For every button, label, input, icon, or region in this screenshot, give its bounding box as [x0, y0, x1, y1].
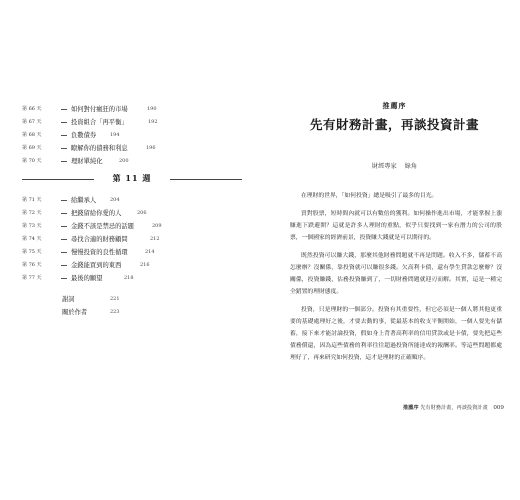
- toc-day-number: 第 75 天: [22, 249, 42, 255]
- toc-day-number: 第 67 天: [22, 119, 42, 125]
- toc-day-number: 第 70 天: [22, 158, 42, 164]
- toc-page-number: 206: [137, 210, 147, 216]
- toc-entry: [22, 129, 242, 142]
- page-number: 009: [493, 405, 504, 411]
- toc-entry: [22, 142, 242, 155]
- toc-dash: [61, 135, 67, 136]
- preface-author: 財經專家 綠角: [371, 163, 418, 170]
- contents-page: [22, 0, 242, 500]
- toc-dash: [61, 148, 67, 149]
- toc-dash: [61, 122, 67, 123]
- toc-entry-title: 如何對付瘋狂的市場: [71, 106, 128, 113]
- toc-day-number: 第 71 天: [22, 197, 42, 203]
- preface-title: 先有財務計畫，再談投資計畫: [309, 117, 479, 132]
- toc-day-number: 第 72 天: [22, 210, 42, 216]
- footer-label: 推薦序: [402, 405, 419, 411]
- toc-entry-title: 瞭解你的債務和利息: [71, 145, 128, 152]
- toc-entry: [22, 272, 242, 285]
- toc-entry-title: 理財單純化: [71, 158, 103, 165]
- toc-list-week-11: [22, 194, 242, 285]
- toc-entry: [22, 233, 242, 246]
- week-title: 第 11 週: [112, 173, 152, 183]
- toc-entry: [22, 220, 242, 233]
- toc-entry-title: 慢慢投資的良性循環: [71, 249, 128, 256]
- toc-dash: [61, 161, 67, 162]
- section-label: 推薦序: [382, 101, 407, 110]
- preface-body: [290, 190, 502, 370]
- back-matter-entry: [62, 306, 212, 319]
- footer-title: 先有財務計畫，再談投資計畫: [420, 405, 488, 411]
- toc-dash: [61, 109, 67, 110]
- back-matter-page: 221: [110, 296, 120, 302]
- toc-day-number: 第 68 天: [22, 132, 42, 138]
- toc-entry-title: 投資組合「再平衡」: [71, 119, 128, 126]
- toc-page-number: 214: [145, 249, 155, 255]
- toc-entry-title: 尋找合適的財務顧問: [71, 236, 128, 243]
- toc-day-number: 第 73 天: [22, 223, 42, 229]
- toc-page-number: 196: [146, 145, 156, 151]
- paragraph: 投資，只是理財的一個部分。投資有其重要性，但它必須是一個人將其他更重要的基礎處理好之後，才要去動的事，從最基本的收支平衡開始，一個人要先有儲蓄，接下來才能討論投資，假如身上背著高利率的信用貸款或是卡債，要先把這些債務償還，因為這些債務的利率往往超過投資所能達成的報酬率。等這些問題都處理好了，再來研究如何投資，這才是理財的正確順序。: [290, 307, 502, 361]
- toc-entry: [22, 246, 242, 259]
- divider-right: [170, 179, 242, 180]
- toc-entry: [22, 116, 242, 129]
- toc-entry-title: 給繼承人: [71, 197, 97, 204]
- toc-page-number: 200: [119, 158, 129, 164]
- toc-entry: [22, 103, 242, 116]
- toc-dash: [61, 226, 67, 227]
- toc-entry: [22, 194, 242, 207]
- week-header: [22, 173, 242, 185]
- toc-entry-title: 把錢留給你愛的人: [71, 210, 122, 217]
- toc-page-number: 190: [147, 106, 157, 112]
- toc-dash: [61, 239, 67, 240]
- paragraph: 既然投資可以賺大錢，那麼其他財務問題就不再是問題。收入不多，儲蓄不高怎麼辦？沒關係，靠投資就可以賺很多錢。欠高利卡債，還有學生貸款怎麼辦？沒關係，投資賺錢，估務投資賺到了，一切財務問題就迎刃而解。其實，這是一種完全錯置的理財態度。: [290, 253, 502, 295]
- toc-list: [22, 103, 242, 168]
- preface-page: [282, 0, 507, 500]
- page-footer: [282, 404, 504, 411]
- back-matter-title: 謝詞: [62, 296, 75, 303]
- toc-dash: [61, 265, 67, 266]
- toc-page-number: 192: [148, 119, 158, 125]
- toc-day-number: 第 74 天: [22, 236, 42, 242]
- toc-dash: [61, 278, 67, 279]
- toc-entry: [22, 259, 242, 272]
- toc-dash: [61, 200, 67, 201]
- divider-left: [22, 179, 94, 180]
- back-matter-entry: [62, 293, 212, 306]
- paragraph: 買對股票，短時間內就可以有數倍的獲利。如何操作進出市場，才能掌握上漲賺進下跌避開？這就是許多人理財的重點，似乎只要找到一家有潛力的公司的股票，一個國家的經濟前景，投資賺大錢就是可以期待的。: [290, 211, 502, 241]
- back-matter-list: [62, 293, 212, 319]
- toc-dash: [61, 213, 67, 214]
- toc-entry-title: 金錢不該是禁忌的話題: [71, 223, 134, 230]
- toc-page-number: 194: [110, 132, 120, 138]
- toc-page-number: 209: [152, 223, 162, 229]
- toc-page-number: 216: [140, 262, 150, 268]
- toc-entry-title: 負數債券: [71, 132, 97, 139]
- toc-page-number: 212: [150, 236, 160, 242]
- toc-day-number: 第 76 天: [22, 262, 42, 268]
- toc-page-number: 218: [124, 275, 134, 281]
- toc-entry: [22, 155, 242, 168]
- toc-entry: [22, 207, 242, 220]
- toc-dash: [61, 252, 67, 253]
- toc-entry-title: 最後的願望: [71, 275, 103, 282]
- toc-day-number: 第 69 天: [22, 145, 42, 151]
- toc-page-number: 204: [110, 197, 120, 203]
- toc-day-number: 第 66 天: [22, 106, 42, 112]
- paragraph: 在理財的世界，「如何投資」總是吸引了最多的目光。: [301, 193, 438, 199]
- toc-entry-title: 金錢能買到的東西: [71, 262, 122, 269]
- toc-day-number: 第 77 天: [22, 275, 42, 281]
- back-matter-page: 223: [110, 309, 120, 315]
- back-matter-title: 關於作者: [62, 309, 88, 316]
